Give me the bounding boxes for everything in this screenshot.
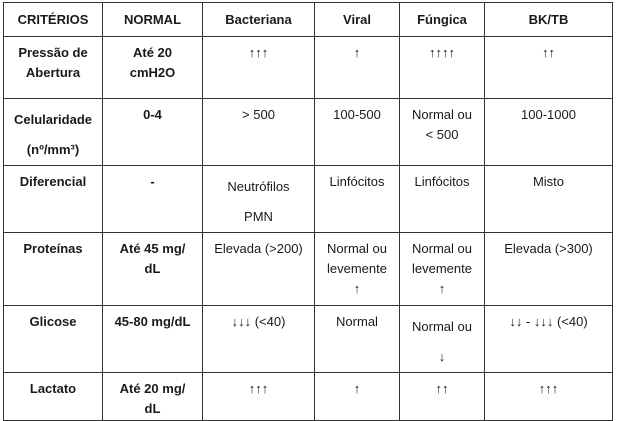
row-label-differential: Diferencial	[19, 174, 87, 189]
normal-value: Até 20 mg/ dL	[119, 381, 186, 416]
header-bacterial: Bacteriana	[203, 3, 315, 37]
table-row	[4, 37, 613, 99]
header-viral: Viral	[315, 3, 400, 37]
normal-value: Até 45 mg/ dL	[119, 241, 186, 276]
header-row	[4, 3, 613, 37]
viral-value: ↑	[353, 45, 361, 60]
row-label-opening-pressure: Pressão de Abertura	[18, 45, 88, 80]
tb-value: Elevada (>300)	[504, 241, 593, 256]
table-row	[4, 99, 613, 166]
viral-value: 100-500	[333, 107, 381, 122]
header-normal: NORMAL	[103, 3, 203, 37]
table-row	[4, 166, 613, 233]
tb-value: ↓↓ - ↓↓↓ (<40)	[509, 314, 588, 329]
normal-value: -	[150, 174, 155, 189]
normal-value: 0-4	[143, 107, 162, 122]
bacterial-value: ↓↓↓ (<40)	[231, 314, 286, 329]
row-label-glucose: Glicose	[29, 314, 77, 329]
fungal-value: Normal ou < 500	[412, 107, 472, 142]
normal-value: Até 20 cmH2O	[129, 45, 176, 80]
fungal-value: Normal ou ↓	[412, 319, 472, 364]
bacterial-value: ↑↑↑	[248, 45, 269, 60]
table-row	[4, 373, 613, 421]
fungal-value: ↑↑	[435, 381, 449, 396]
table-row	[4, 306, 613, 373]
viral-value: Normal ou levemente ↑	[327, 241, 387, 296]
fungal-value: Normal ou levemente ↑	[412, 241, 472, 296]
csf-criteria-table	[3, 2, 613, 421]
bacterial-value: > 500	[242, 107, 275, 122]
tb-value: ↑↑	[542, 45, 555, 60]
normal-value: 45-80 mg/dL	[114, 314, 191, 329]
header-fungal: Fúngica	[400, 3, 485, 37]
tb-value: ↑↑↑	[538, 381, 559, 396]
row-label-cellularity: Celularidade (nº/mm³)	[13, 112, 93, 157]
tb-value: 100-1000	[521, 107, 576, 122]
viral-value: Normal	[336, 314, 378, 329]
bacterial-value: ↑↑↑	[248, 381, 269, 396]
fungal-value: ↑↑↑↑	[429, 45, 455, 60]
row-label-lactate: Lactato	[29, 381, 77, 396]
bacterial-value: Elevada (>200)	[214, 241, 303, 256]
header-tb: BK/TB	[485, 3, 613, 37]
table-row	[4, 233, 613, 306]
header-criteria: CRITÉRIOS	[4, 3, 103, 37]
row-label-proteins: Proteínas	[23, 241, 83, 256]
tb-value: Misto	[532, 174, 565, 189]
bacterial-value: Neutrófilos PMN	[227, 179, 290, 224]
fungal-value: Linfócitos	[414, 174, 470, 189]
viral-value: ↑	[353, 381, 361, 396]
viral-value: Linfócitos	[329, 174, 385, 189]
